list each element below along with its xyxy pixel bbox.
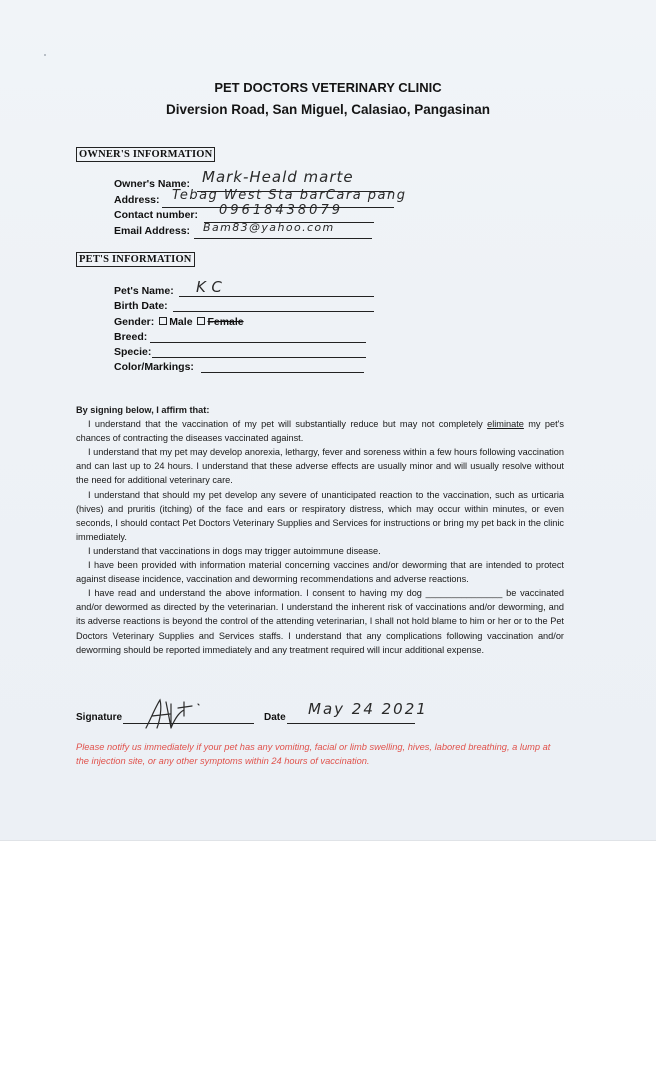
birth-date-label: Birth Date: bbox=[114, 300, 168, 312]
gender-row bbox=[114, 316, 244, 328]
contact-value: 09618438079 bbox=[219, 203, 343, 218]
specie-label: Specie: bbox=[114, 346, 152, 358]
clinic-address: Diversion Road, San Miguel, Calasiao, Pangasinan bbox=[165, 102, 491, 117]
consent-paragraph-4: I understand that vaccinations in dogs may trigger autoimmune disease. bbox=[88, 545, 381, 556]
email-label: Email Address: bbox=[114, 225, 191, 237]
date-line bbox=[287, 723, 415, 724]
date-label: Date bbox=[264, 712, 286, 723]
contact-label: Contact number: bbox=[114, 209, 198, 221]
date-value: May 24 2021 bbox=[308, 700, 428, 718]
email-value: Bam83@yahoo.com bbox=[203, 221, 335, 234]
consent-intro: By signing below, I affirm that: bbox=[76, 405, 210, 415]
consent-paragraph-5: I have been provided with information material concerning vaccines and/or deworming that are intended to protect against disease incidence, vaccination and deworming recommendations and adverse reactions. bbox=[76, 560, 564, 585]
handwritten-signature bbox=[140, 694, 210, 734]
consent-paragraph-6: I have read and understand the above information. I consent to having my dog _______________ be vaccinated and/or dewormed as directed by the veterinarian. I understand the inherent risk of vaccinations and/or deworming, and its adverse reactions is beyond the control of the attending veterinarian, I shall not hold blame to him or her or to the Pet Doctors Veterinary Supplies and Services staffs. I understand that any complications following vaccination and/or deworming should be reported immediately and any treatment required will incur additional expense. bbox=[76, 588, 564, 655]
pet-section-title: PET'S INFORMATION bbox=[76, 252, 195, 267]
color-markings-line bbox=[201, 372, 364, 373]
specie-line bbox=[152, 357, 366, 358]
gender-label: Gender: bbox=[114, 316, 155, 328]
consent-paragraph-2: I understand that my pet may develop anorexia, lethargy, fever and soreness within a few hours following vaccination and can last up to 24 hours. I understand that these adverse effects are usually minor and will usually resolve without the need for additional veterinary care. bbox=[76, 447, 564, 486]
pet-name-value: KC bbox=[196, 278, 228, 296]
consent-body bbox=[76, 403, 564, 657]
clinic-name: PET DOCTORS VETERINARY CLINIC bbox=[214, 80, 442, 95]
address-value: Tebag West Sta barCara pang bbox=[172, 188, 407, 203]
consent-paragraph-1: I understand that the vaccination of my pet will substantially reduce but may not completely eliminate my pet's chances of contracting the diseases vaccinated against. bbox=[76, 419, 564, 444]
email-line bbox=[194, 238, 372, 239]
owner-name-label: Owner's Name: bbox=[114, 178, 191, 190]
birth-date-line bbox=[173, 311, 374, 312]
male-checkbox bbox=[159, 317, 167, 325]
female-checkbox bbox=[197, 317, 205, 325]
breed-label: Breed: bbox=[114, 331, 148, 343]
pet-name-label: Pet's Name: bbox=[114, 285, 174, 297]
male-label: Male bbox=[169, 316, 193, 328]
owner-section-title: OWNER'S INFORMATION bbox=[76, 147, 215, 162]
scan-speck bbox=[44, 54, 46, 56]
consent-paragraph-3: I understand that should my pet develop any severe of unanticipated reaction to the vaccination, such as urticaria (hives) and pruritis (itching) of the face and ears or respiratory distress, which may occur within minutes, or even seconds, I should contact Pet Doctors Veterinary Supplies and Services for instructions or bring my pet back in the clinic immediately. bbox=[76, 489, 564, 542]
pet-name-line bbox=[179, 296, 374, 297]
color-markings-label: Color/Markings: bbox=[114, 361, 194, 373]
owner-name-value: Mark-Heald marte bbox=[202, 168, 354, 186]
signature-label: Signature bbox=[76, 712, 123, 723]
vaccination-warning: Please notify us immediately if your pet has any vomiting, facial or limb swelling, hives, labored breathing, a lump at the injection site, or any other symptoms within 24 hours of vaccination. bbox=[76, 742, 551, 766]
female-label: Female bbox=[207, 316, 244, 328]
address-label: Address: bbox=[114, 194, 160, 206]
breed-line bbox=[150, 342, 366, 343]
